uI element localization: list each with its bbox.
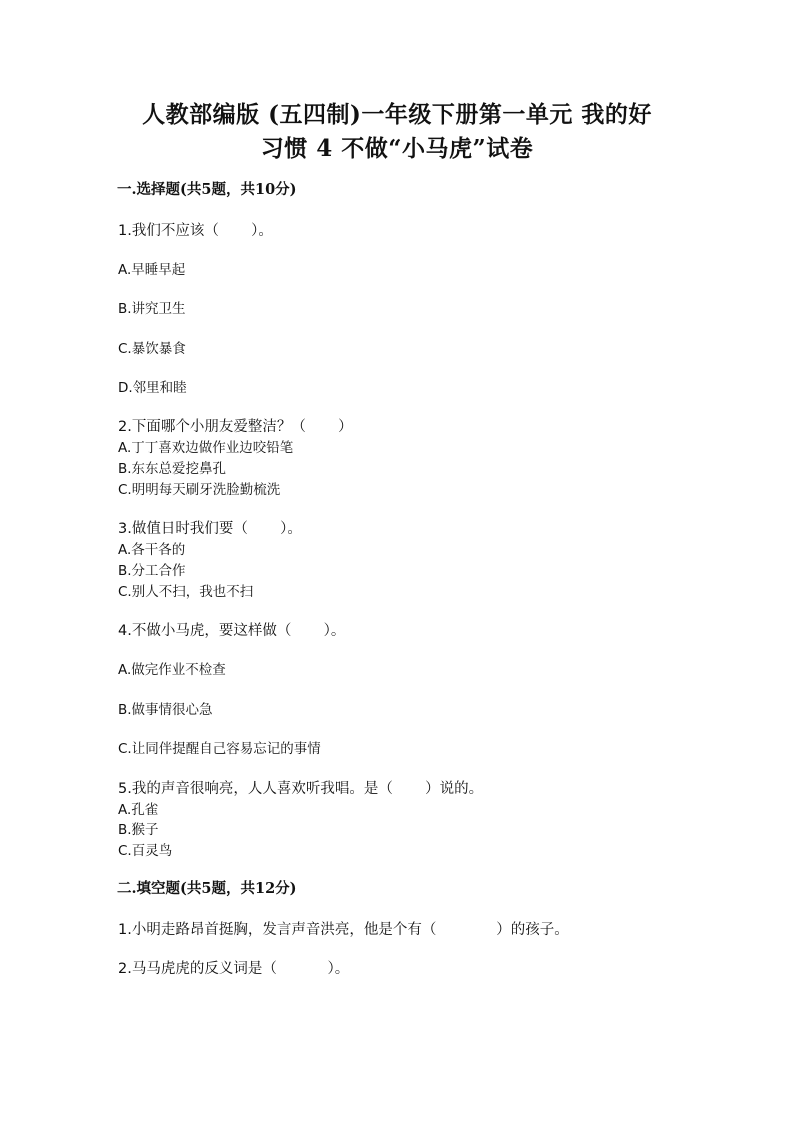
question-stem: 4.不做小马虎，要这样做（ ）。	[118, 623, 346, 639]
question-stem: 2.马马虎虎的反义词是（ ）。	[118, 961, 350, 977]
question-option: A.做完作业不检查	[118, 662, 226, 678]
exam-title-line-2: 习惯 4 不做“小马虎”试卷	[260, 135, 534, 162]
question-stem: 5.我的声音很响亮，人人喜欢听我唱。是（ ）说的。	[118, 781, 484, 797]
section-heading-choice: 一.选择题(共5题，共10分)	[117, 181, 297, 198]
section-heading-fill-blank: 二.填空题(共5题，共12分)	[117, 880, 297, 897]
question-stem: 3.做值日时我们要（ ）。	[118, 521, 302, 537]
question-option: B.分工合作	[118, 563, 186, 579]
question-option: A.各干各的	[118, 542, 186, 558]
question-option: C.别人不扫，我也不扫	[118, 584, 254, 600]
question-option: C.百灵鸟	[118, 843, 173, 859]
question-option: B.东东总爱挖鼻孔	[118, 461, 227, 477]
exam-title-line-1: 人教部编版 (五四制)一年级下册第一单元 我的好	[142, 101, 652, 128]
question-option: D.邻里和睦	[118, 380, 187, 396]
question-option: A.早睡早起	[118, 262, 186, 278]
question-stem: 2.下面哪个小朋友爱整洁？（ ）	[118, 419, 353, 435]
question-option: B.猴子	[118, 822, 159, 838]
question-option: A.丁丁喜欢边做作业边咬铅笔	[118, 440, 294, 456]
question-option: C.暴饮暴食	[118, 341, 186, 357]
question-option: C.明明每天刷牙洗脸勤梳洗	[118, 482, 281, 498]
question-stem: 1.小明走路昂首挺胸，发言声音洪亮，他是个有（ ）的孩子。	[118, 922, 569, 938]
question-option: B.做事情很心急	[118, 702, 213, 718]
question-option: C.让同伴提醒自己容易忘记的事情	[118, 741, 321, 757]
question-option: B.讲究卫生	[118, 301, 186, 317]
question-option: A.孔雀	[118, 802, 159, 818]
question-stem: 1.我们不应该（ ）。	[118, 223, 273, 239]
